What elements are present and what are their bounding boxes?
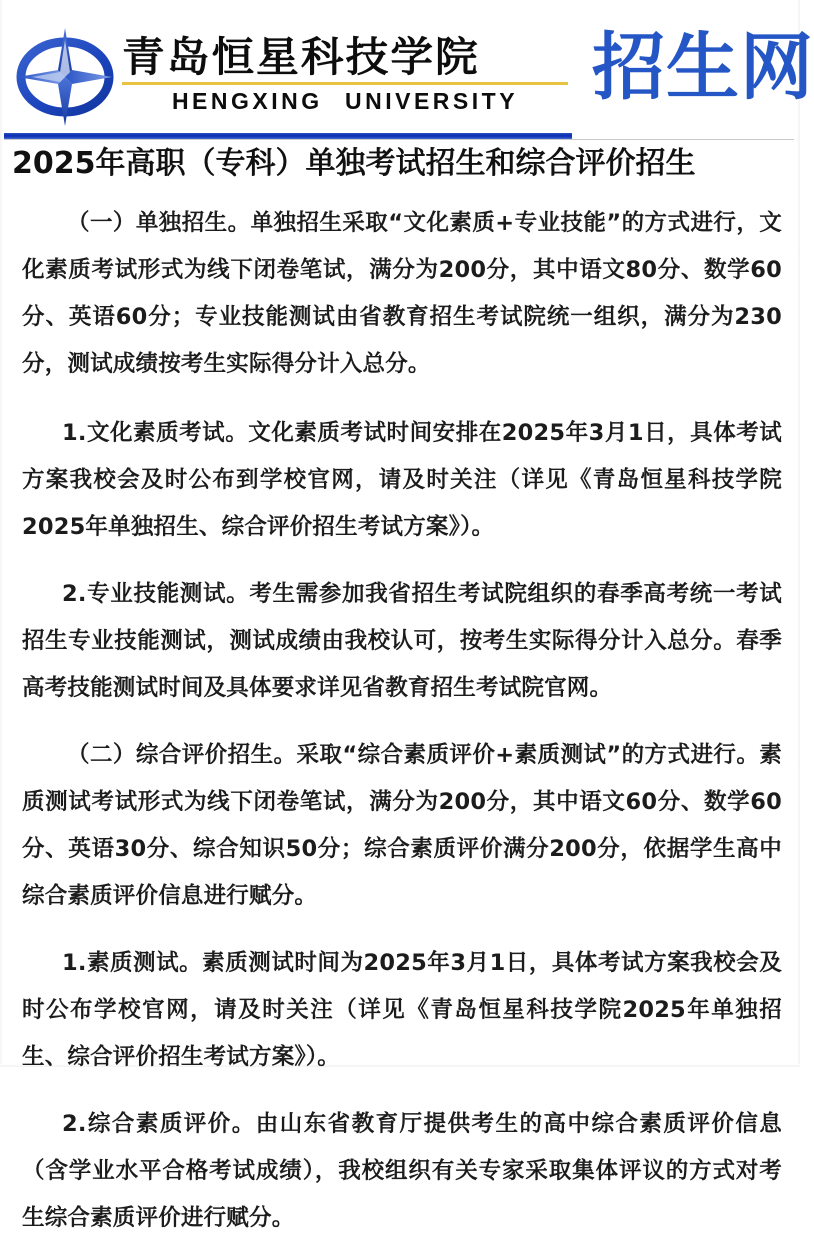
paragraph-item-1-quality-test: 1.素质测试。素质测试时间为2025年3月1日，具体考试方案我校会及时公布学校官网，请及时关注（详见《青岛恒星科技学院2025年单独招生、综合评价招生考试方案》）。 [22, 950, 782, 1070]
divider-grey-line [4, 139, 794, 140]
school-name-english-part1: HENGXING [171, 88, 323, 114]
paragraph-item-1-culture-exam: 1.文化素质考试。文化素质考试时间安排在2025年3月1日，具体考试方案我校会及时公布到学校官网，请及时关注（详见《青岛恒星科技学院2025年单独招生、综合评价招生考试方案》）。 [22, 420, 782, 540]
header-divider [0, 130, 800, 142]
site-label-admissions-network: 招生网 [592, 24, 814, 110]
university-compass-logo-icon [16, 26, 114, 128]
gold-underline-rule [122, 82, 568, 85]
word-gap [323, 88, 345, 114]
site-banner [0, 0, 814, 131]
paragraph-item-2-skill-test: 2.专业技能测试。考生需参加我省招生考试院组织的春季高考统一考试招生专业技能测试，测试成绩由我校认可，按考生实际得分计入总分。春季高考技能测试时间及具体要求详见省教育招生考试院官网。 [22, 581, 782, 701]
page-title: 2025年高职（专科）单独考试招生和综合评价招生 [12, 146, 696, 181]
school-name-english-part2: UNIVERSITY [345, 88, 519, 114]
school-name-block [122, 33, 570, 114]
document-body [0, 142, 800, 1242]
school-name-english [122, 88, 568, 114]
paragraph-section-one-intro: （一）单独招生。单独招生采取“文化素质+专业技能”的方式进行，文化素质考试形式为线下闭卷笔试，满分为200分，其中语文80分、数学60分、英语60分；专业技能测试由省教育招生考试院统一组织，满分为230分，测试成绩按考生实际得分计入总分。 [22, 210, 782, 377]
paragraph-section-two-intro: （二）综合评价招生。采取“综合素质评价+素质测试”的方式进行。素质测试考试形式为线下闭卷笔试，满分为200分，其中语文60分、数学60分、英语30分、综合知识50分；综合素质评价满分200分，依据学生高中综合素质评价信息进行赋分。 [22, 742, 782, 909]
paragraph-item-2-comprehensive-eval: 2.综合素质评价。由山东省教育厅提供考生的高中综合素质评价信息（含学业水平合格考试成绩），我校组织有关专家采取集体评议的方式对考生综合素质评价进行赋分。 [22, 1111, 782, 1231]
school-name-chinese: 青岛恒星科技学院 [122, 33, 480, 81]
